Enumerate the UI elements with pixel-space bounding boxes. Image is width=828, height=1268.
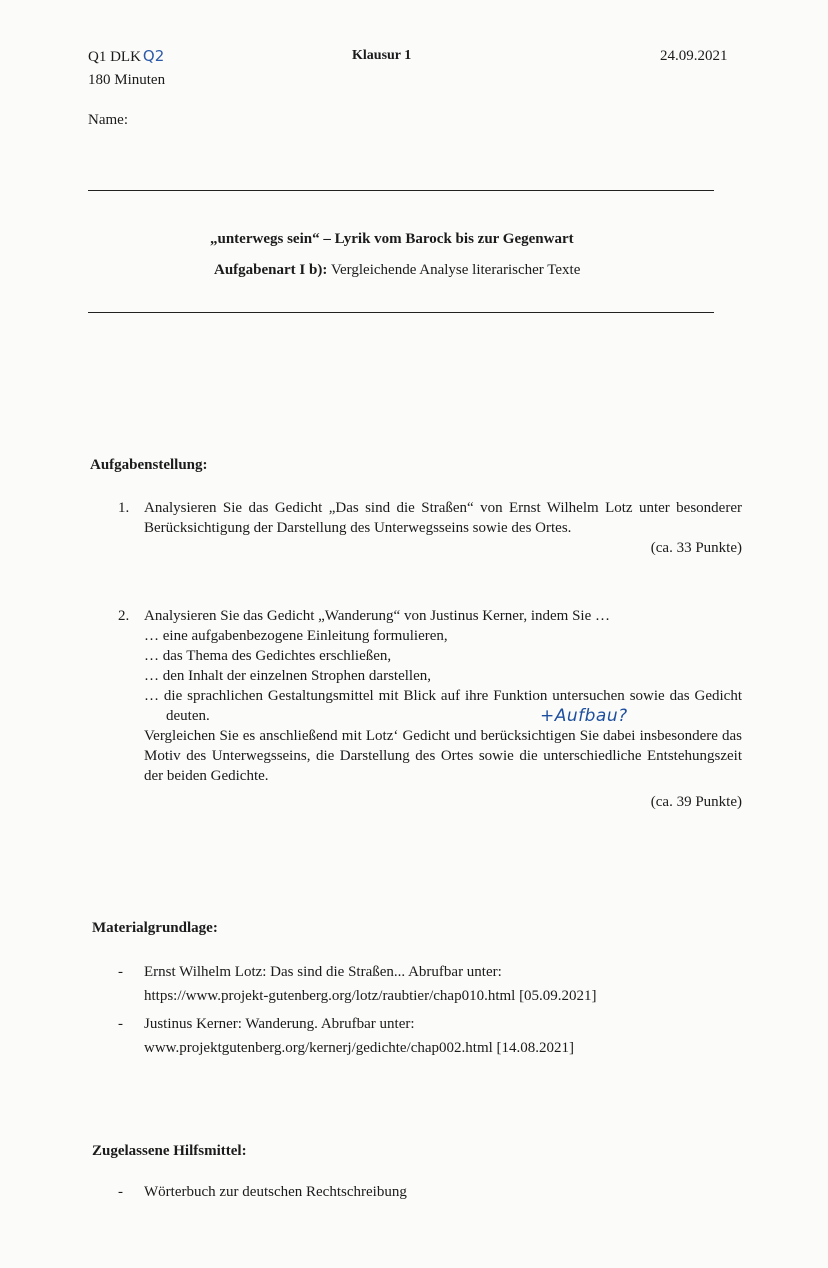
list-dash: - bbox=[118, 964, 123, 980]
material-url: www.projektgutenberg.org/kernerj/gedichte/chap002.html [14.08.2021] bbox=[144, 1040, 575, 1056]
task-1 bbox=[118, 498, 742, 558]
material-source: Justinus Kerner: Wanderung. Abrufbar unter: bbox=[144, 1016, 415, 1032]
list-item bbox=[118, 1012, 738, 1060]
handwritten-course-mark: Q2 bbox=[142, 47, 165, 65]
aid-text: Wörterbuch zur deutschen Rechtschreibung bbox=[144, 1184, 407, 1200]
materials-heading: Materialgrundlage: bbox=[92, 920, 218, 936]
materials-list bbox=[118, 960, 738, 1060]
task-number: 1. bbox=[118, 500, 130, 516]
task-type bbox=[214, 262, 580, 279]
list-item: … das Thema des Gedichtes erschließen, bbox=[144, 648, 392, 664]
list-dash: - bbox=[118, 1016, 123, 1032]
topic-title: „unterwegs sein“ – Lyrik vom Barock bis zur Gegenwart bbox=[210, 231, 574, 247]
task-text: Analysieren Sie das Gedicht „Das sind die Straßen“ von Ernst Wilhelm Lotz unter besonderer Berücksichtigung der Darstellung des Unterwegsseins sowie des Ortes. bbox=[144, 500, 742, 536]
list-item: … eine aufgabenbezogene Einleitung formulieren, bbox=[144, 628, 448, 644]
task-2 bbox=[118, 606, 742, 812]
aids-item bbox=[118, 1184, 407, 1201]
task-number: 2. bbox=[118, 608, 130, 624]
aids-heading: Zugelassene Hilfsmittel: bbox=[92, 1143, 247, 1159]
duration-label: 180 Minuten bbox=[88, 72, 166, 88]
list-item: … die sprachlichen Gestaltungsmittel mit Blick auf ihre Funktion untersuchen sowie das Gedicht deuten. bbox=[144, 688, 742, 724]
list-item bbox=[118, 960, 738, 1008]
material-url: https://www.projekt-gutenberg.org/lotz/raubtier/chap010.html [05.09.2021] bbox=[144, 988, 597, 1004]
material-source: Ernst Wilhelm Lotz: Das sind die Straßen... Abrufbar unter: bbox=[144, 964, 502, 980]
exam-date: 24.09.2021 bbox=[660, 48, 728, 64]
name-label: Name: bbox=[88, 112, 128, 128]
divider-top bbox=[88, 190, 714, 191]
divider-bottom bbox=[88, 312, 714, 313]
list-dash: - bbox=[118, 1184, 123, 1200]
list-item: … den Inhalt der einzelnen Strophen darstellen, bbox=[144, 668, 431, 684]
task-subpoints bbox=[144, 626, 742, 726]
handwritten-note: +Aufbau? bbox=[540, 706, 628, 726]
exam-title: Klausur 1 bbox=[352, 48, 412, 63]
task-points: (ca. 39 Punkte) bbox=[650, 794, 742, 810]
task-type-text: Vergleichende Analyse literarischer Texte bbox=[330, 262, 581, 278]
task-points: (ca. 33 Punkte) bbox=[650, 540, 742, 556]
task-type-label: Aufgabenart I b): bbox=[214, 262, 328, 278]
course-label: Q1 DLK Q2 bbox=[88, 47, 165, 65]
tasks-heading: Aufgabenstellung: bbox=[90, 457, 208, 473]
task-intro: Analysieren Sie das Gedicht „Wanderung“ von Justinus Kerner, indem Sie … bbox=[144, 608, 610, 624]
task-compare: Vergleichen Sie es anschließend mit Lotz‘ Gedicht und berücksichtigen Sie dabei insbesondere das Motiv des Unterwegsseins, die Darstellung des Ortes sowie die unterschiedliche Entstehungszeit der beiden Gedichte. bbox=[144, 728, 742, 784]
